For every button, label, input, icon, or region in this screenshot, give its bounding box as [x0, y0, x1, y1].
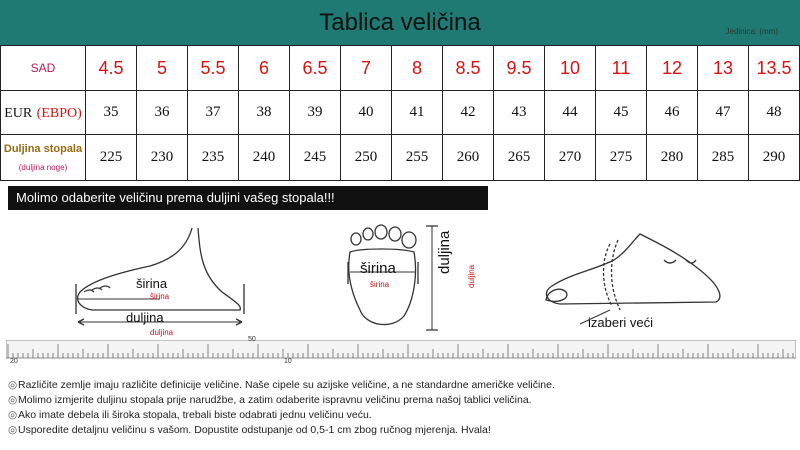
length-cell: 255: [392, 135, 443, 181]
instruction-banner: Molimo odaberite veličinu prema duljini vašeg stopala!!!: [8, 186, 488, 210]
us-cell: 11: [596, 46, 647, 91]
eu-label-cell: [1, 91, 86, 135]
shoe-fit-icon: [546, 234, 720, 324]
side-length-label: duljina: [126, 310, 164, 325]
length-cell: 290: [749, 135, 800, 181]
bullet-icon: ◎: [8, 409, 18, 421]
eu-label-sub: (EBPO): [36, 105, 82, 121]
note-item: [8, 423, 768, 438]
us-cell: 9.5: [494, 46, 545, 91]
us-cell: 8.5: [443, 46, 494, 91]
us-cell: 4.5: [86, 46, 137, 91]
table-row-us: [1, 46, 800, 91]
length-label: Duljina stopala: [3, 143, 83, 155]
eu-cell: 38: [239, 91, 290, 135]
page-title: Tablica veličina: [319, 9, 481, 36]
note-text: Ako imate debela ili široka stopala, trebali biste odabrati jednu veličinu veću.: [18, 409, 372, 421]
length-cell: 240: [239, 135, 290, 181]
unit-label: Jedinica: (mm): [725, 27, 778, 36]
top-width-label: širina: [360, 260, 396, 277]
bullet-icon: ◎: [8, 394, 18, 406]
note-text: Molimo izmjerite duljinu stopala prije narudžbe, a zatim odaberite ispravnu veličinu prema našoj tablici veličina.: [18, 394, 532, 406]
ruler-ticks: [6, 340, 796, 366]
us-cell: 6: [239, 46, 290, 91]
length-cell: 270: [545, 135, 596, 181]
side-width-label: širina: [136, 276, 168, 291]
us-cell: 7: [341, 46, 392, 91]
top-width-sub: širina: [370, 280, 390, 289]
table-row-eu: [1, 91, 800, 135]
ruler-label-50: 50: [248, 336, 256, 343]
length-cell: 265: [494, 135, 545, 181]
eu-cell: 45: [596, 91, 647, 135]
eu-cell: 48: [749, 91, 800, 135]
ruler-label-20: 20: [10, 358, 18, 365]
note-text: Usporedite detaljnu veličinu s vašom. Dopustite odstupanje od 0,5-1 cm zbog ručnog mjerenja. Hvala!: [18, 424, 491, 436]
eu-cell: 41: [392, 91, 443, 135]
length-cell: 225: [86, 135, 137, 181]
us-label: SAD: [1, 46, 86, 91]
note-item: [8, 393, 768, 408]
eu-label: EUR: [4, 105, 33, 121]
us-cell: 10: [545, 46, 596, 91]
length-cell: 230: [137, 135, 188, 181]
foot-illustrations: [0, 214, 800, 344]
eu-cell: 47: [698, 91, 749, 135]
us-cell: 13.5: [749, 46, 800, 91]
eu-cell: 44: [545, 91, 596, 135]
bullet-icon: ◎: [8, 424, 18, 436]
top-length-label: duljina: [436, 230, 453, 274]
length-cell: 285: [698, 135, 749, 181]
top-foot-icon: [348, 225, 438, 330]
us-cell: 6.5: [290, 46, 341, 91]
bullet-icon: ◎: [8, 379, 18, 391]
length-cell: 245: [290, 135, 341, 181]
measuring-ruler: [6, 336, 796, 366]
eu-cell: 40: [341, 91, 392, 135]
eu-cell: 37: [188, 91, 239, 135]
size-table: [0, 45, 800, 181]
eu-cell: 46: [647, 91, 698, 135]
top-length-sub: duljina: [467, 264, 476, 288]
eu-cell: 36: [137, 91, 188, 135]
note-item: [8, 378, 768, 393]
table-row-length: [1, 135, 800, 181]
eu-cell: 43: [494, 91, 545, 135]
eu-cell: 42: [443, 91, 494, 135]
us-cell: 5: [137, 46, 188, 91]
length-cell: 235: [188, 135, 239, 181]
us-cell: 8: [392, 46, 443, 91]
eu-cell: 35: [86, 91, 137, 135]
eu-cell: 39: [290, 91, 341, 135]
length-cell: 280: [647, 135, 698, 181]
us-cell: 5.5: [188, 46, 239, 91]
length-label-cell: [1, 135, 86, 181]
side-width-sub: širina: [150, 292, 170, 301]
length-label-sub: (duljina noge): [18, 163, 68, 172]
choose-larger-label: izaberi veći: [588, 315, 654, 330]
header-bar: [0, 0, 800, 45]
notes-list: [8, 378, 768, 438]
length-cell: 275: [596, 135, 647, 181]
ruler-label-10: 10: [284, 358, 292, 365]
note-text: Različite zemlje imaju različite definicije veličine. Naše cipele su azijske veličine, a ne standardne američke veličine.: [18, 379, 555, 391]
side-length-sub: duljina: [150, 328, 174, 337]
us-cell: 13: [698, 46, 749, 91]
us-cell: 12: [647, 46, 698, 91]
length-cell: 250: [341, 135, 392, 181]
length-cell: 260: [443, 135, 494, 181]
note-item: [8, 408, 768, 423]
measurement-diagram: [0, 214, 800, 344]
